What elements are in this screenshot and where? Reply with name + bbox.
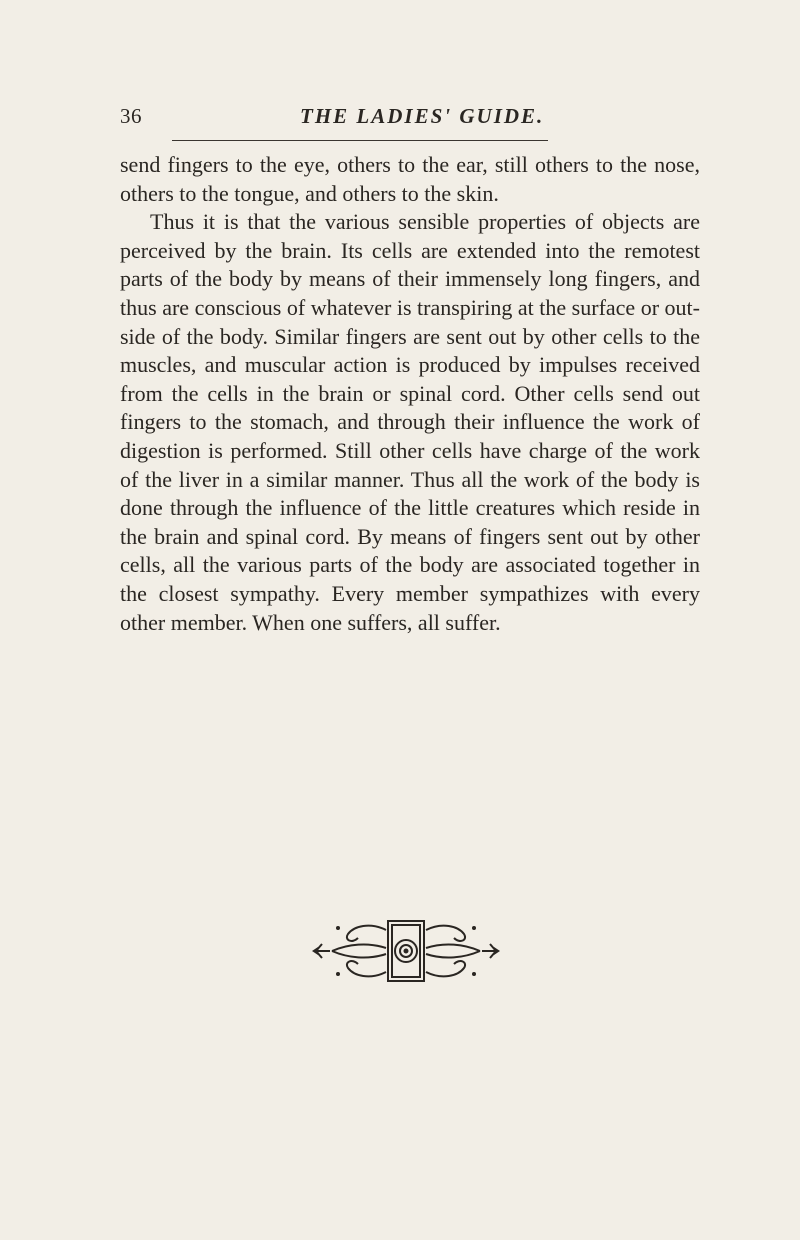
paragraph-continuation: send fingers to the eye, others to the ear, still others to the nose, others to the tongue, and others to the skin.	[120, 152, 700, 206]
page-header	[120, 104, 700, 138]
paragraph-thus: Thus it is that the various sensible properties of objects are perceived by the brain. Its cells are extended into the remotest parts of the body by means of their immensely long fingers, and thus are conscious of whatever is transpiring at the surface or outside of the body. Similar fingers are sent out by other cells to the muscles, and muscular action is produced by impulses received from the cells in the brain or spinal cord. Other cells send out fingers to the stomach, and through their influence the work of digestion is performed. Still other cells have charge of the work of the liver in a similar manner. Thus all the work of the body is done through the influence of the little creatures which reside in the brain and spinal cord. By means of fingers sent out by other cells, all the various parts of the body are associated together in the closest sympathy. Every member sympathizes with every other member. When one suffers, all suffer.	[120, 209, 700, 635]
body-text	[120, 151, 700, 637]
page-number: 36	[120, 104, 142, 128]
header-rule	[172, 140, 548, 141]
running-title: THE LADIES' GUIDE.	[300, 104, 545, 128]
decorative-tailpiece-icon	[308, 918, 504, 984]
